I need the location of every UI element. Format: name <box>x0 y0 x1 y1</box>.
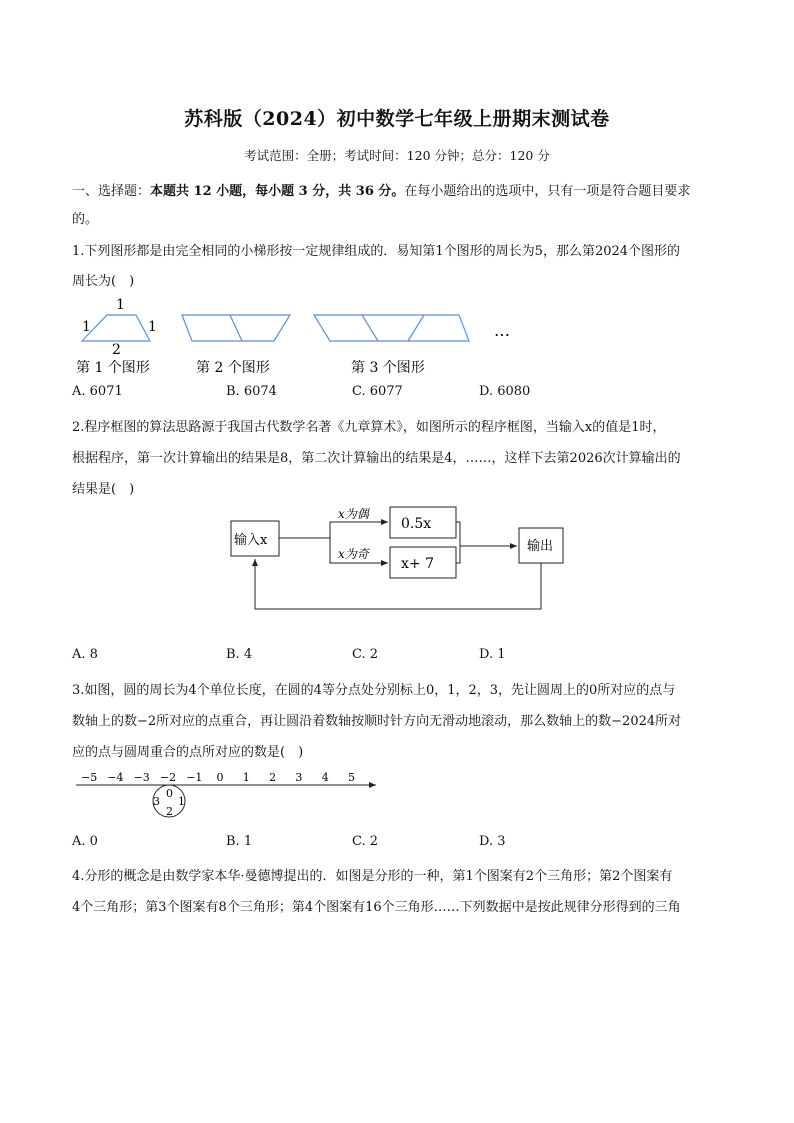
q3-text-line2: 数轴上的数−2所对应的点重合，再让圆沿着数轴按顺时针方向无滑动地滚动，那么数轴上的数−2024所对 <box>72 714 682 729</box>
input-label: 输入x <box>234 533 268 548</box>
exam-info: 考试范围：全册；考试时间：120 分钟；总分：120 分 <box>244 148 550 163</box>
circle-label-3: 3 <box>153 795 160 808</box>
q4-text-line2: 4个三角形；第3个图案有8个三角形；第4个图案有16个三角形……下列数据中是按此规律分形得到的三角 <box>72 900 681 915</box>
section-rest: 在每小题给出的选项中，只有一项是符合题目要求 <box>404 184 691 199</box>
tick-label: 4 <box>321 771 329 784</box>
trapezoid-row-3-divider-2 <box>408 315 424 341</box>
trapezoid-row-2-divider <box>230 315 242 341</box>
trapezoid-row-3-divider-1 <box>362 315 378 341</box>
q2-option-b[interactable]: B. 4 <box>226 647 253 662</box>
q3-option-a[interactable]: A. 0 <box>72 834 98 849</box>
q1-option-c[interactable]: C. 6077 <box>352 384 403 399</box>
caption-3: 第 3 个图形 <box>351 360 425 376</box>
tick-label: −1 <box>186 771 203 784</box>
q1-text-line1: 1.下列图形都是由完全相同的小梯形按一定规律组成的．易知第1个图形的周长为5，那么第2024个图形的 <box>72 244 681 259</box>
tick-label: 5 <box>348 771 355 784</box>
tick-label: 2 <box>269 771 277 784</box>
bottom-label: 2 <box>112 342 121 358</box>
tick-group <box>81 771 355 784</box>
q3-text-line3: 应的点与圆周重合的点所对应的数是( ) <box>72 745 304 760</box>
top-label: 1 <box>116 297 125 313</box>
circle-label-1: 1 <box>178 795 185 808</box>
tick-label: −2 <box>159 771 177 784</box>
tick-label: 0 <box>216 771 224 784</box>
section-bold-text: 本题共 12 小题，每小题 3 分，共 36 分。 <box>150 184 405 199</box>
q2-text-line2: 根据程序，第一次计算输出的结果是8，第二次计算输出的结果是4，……，这样下去第2026次计算输出的 <box>72 451 681 466</box>
circle-label-0: 0 <box>166 787 173 800</box>
q1-figure <box>72 292 552 382</box>
q3-option-b[interactable]: B. 1 <box>226 834 253 849</box>
section-header <box>72 180 690 199</box>
number-line <box>70 765 390 825</box>
flowchart <box>220 500 580 615</box>
ellipsis: … <box>494 321 510 340</box>
output-label: 输出 <box>527 539 554 554</box>
q3-text-line1: 3.如图，圆的周长为4个单位长度，在圆的4等分点处分别标上0，1，2，3，先让圆周上的0所对应的点与 <box>72 683 676 698</box>
left-label: 1 <box>82 319 91 335</box>
section-prefix: 一、选择题： <box>72 184 151 199</box>
even-formula: 0.5x <box>401 516 432 532</box>
q3-option-c[interactable]: C. 2 <box>352 834 379 849</box>
tick-label: −5 <box>81 771 98 784</box>
page-title: 苏科版（2024）初中数学七年级上册期末测试卷 <box>184 108 610 130</box>
section-header-line2: 的。 <box>72 212 99 227</box>
caption-2: 第 2 个图形 <box>196 360 270 376</box>
right-label: 1 <box>148 319 157 335</box>
q2-option-d[interactable]: D. 1 <box>479 647 506 662</box>
q2-option-c[interactable]: C. 2 <box>352 647 379 662</box>
circle-label-2: 2 <box>166 805 173 818</box>
q1-option-d[interactable]: D. 6080 <box>479 384 531 399</box>
odd-formula: x+ 7 <box>401 556 434 572</box>
caption-1: 第 1 个图形 <box>76 360 150 376</box>
trapezoid-1 <box>82 315 150 341</box>
tick-label: −4 <box>107 771 124 784</box>
tick-label: 3 <box>295 771 303 784</box>
q1-text-line2: 周长为( ) <box>72 274 135 289</box>
q4-text-line1: 4.分形的概念是由数学家本华·曼德博提出的．如图是分形的一种，第1个图案有2个三角形；第2个图案有 <box>72 869 673 884</box>
tick-label: −3 <box>133 771 150 784</box>
q2-text-line3: 结果是( ) <box>72 482 135 497</box>
q1-option-b[interactable]: B. 6074 <box>226 384 277 399</box>
tick-label: 1 <box>242 771 250 784</box>
q3-option-d[interactable]: D. 3 <box>479 834 506 849</box>
even-label: x为偶 <box>338 507 369 521</box>
q2-option-a[interactable]: A. 8 <box>72 647 98 662</box>
q1-option-a[interactable]: A. 6071 <box>72 384 123 399</box>
odd-label: x为奇 <box>338 547 369 561</box>
trapezoid-row-3 <box>314 315 469 341</box>
q2-text-line1: 2.程序框图的算法思路源于我国古代数学名著《九章算术》，如图所示的程序框图，当输入x的值是1时， <box>72 420 666 435</box>
